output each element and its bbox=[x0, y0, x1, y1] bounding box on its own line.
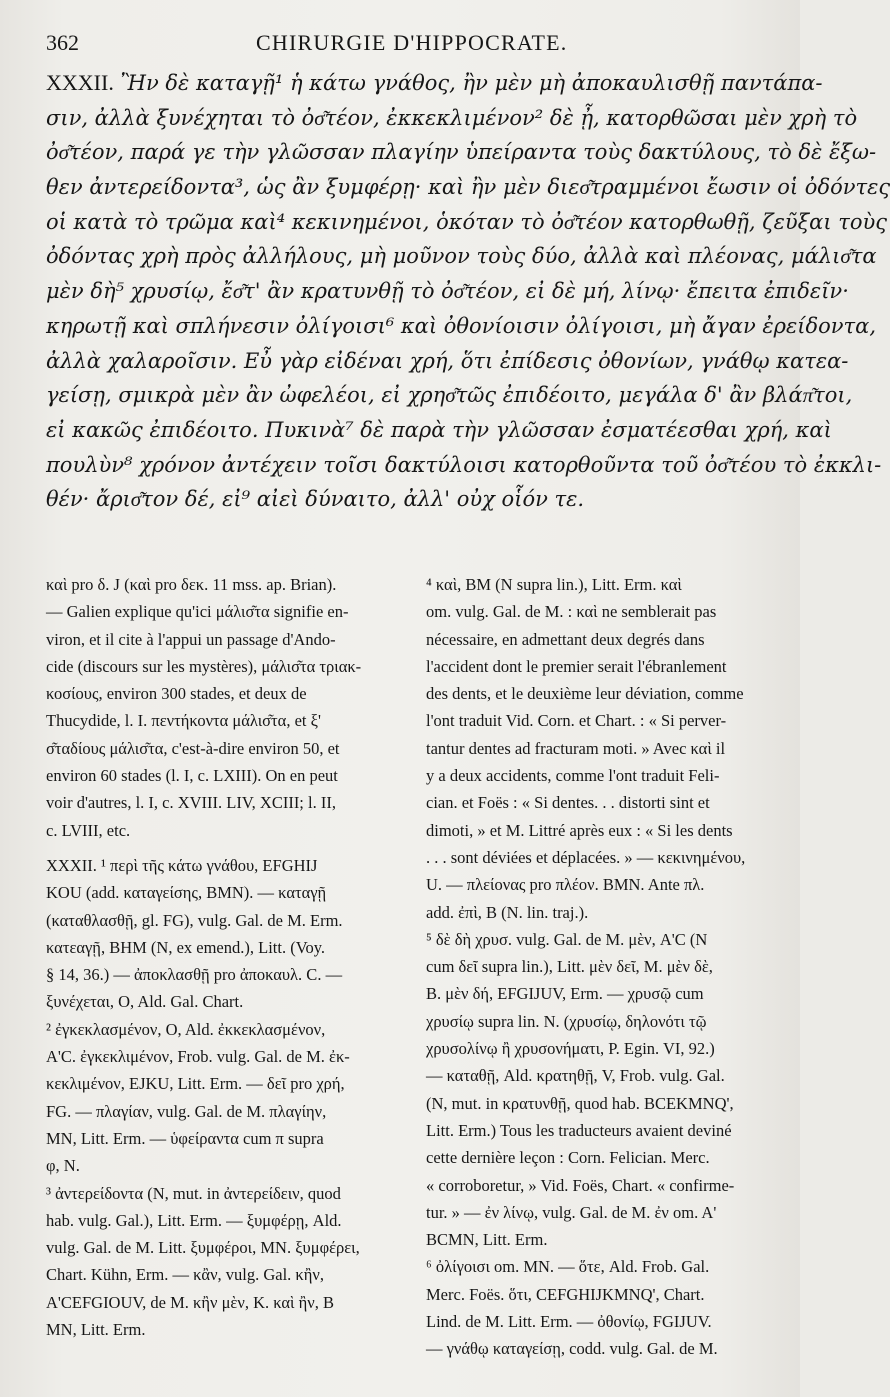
footnote-line: U. — πλείονας pro πλέον. BMN. Ante πλ. bbox=[426, 875, 705, 895]
footnote-line: l'ont traduit Vid. Corn. et Chart. : « Si perver- bbox=[426, 711, 727, 731]
main-text-line: θεν ἀντερείδοντα³, ὡς ἂν ξυμφέρῃ· καὶ ἢν μὲν διεσ͂τραμμένοι ἔωσιν οἱ ὀδόντες bbox=[46, 175, 890, 200]
footnote-line: — Galien explique qu'ici μάλισ͂τα signifie en- bbox=[46, 602, 349, 622]
footnote-line: environ 60 stades (l. I, c. LXIII). On en peut bbox=[46, 766, 338, 786]
footnote-gap bbox=[46, 844, 376, 852]
footnote-line: ⁴ καὶ, BM (N supra lin.), Litt. Erm. καὶ bbox=[426, 575, 682, 594]
footnote-line: cum δεῖ supra lin.), Litt. μὲν δεῖ, M. μὲν δὲ, bbox=[426, 957, 713, 977]
main-text-line bbox=[46, 66, 823, 101]
main-text-first-line: Ἢν δὲ καταγῇ¹ ἡ κάτω γνάθος, ἢν μὲν μὴ ἀποκαυλισθῇ παντάπα- bbox=[120, 71, 823, 95]
footnote-line: tantur dentes ad fracturam moti. » Avec καὶ il bbox=[426, 738, 726, 758]
footnote-line: cide (discours sur les mystères), μάλισ͂τα τριακ- bbox=[46, 656, 362, 676]
page-number: 362 bbox=[46, 30, 79, 55]
main-text-line: κηρωτῇ καὶ σπλήνεσιν ὀλίγοισι⁶ καὶ ὀθονίοισιν ὀλίγοισι, μὴ ἄγαν ἐρείδοντα, bbox=[46, 313, 877, 338]
footnote-line: σ͂ταδίους μάλισ͂τα, c'est-à-dire environ 50, et bbox=[46, 738, 340, 758]
footnote-line: . . . sont déviées et déplacées. » — κεκινημένου, bbox=[426, 847, 746, 867]
footnote-line: « corroboretur, » Vid. Foës, Chart. « confirme- bbox=[426, 1175, 735, 1195]
footnote-line: nécessaire, en admettant deux degrés dans bbox=[426, 629, 705, 649]
footnote-line: ³ ἀντερείδοντα (N, mut. in ἀντερείδειν, quod bbox=[46, 1183, 341, 1203]
footnote-line: Thucydide, l. I. πεντήκοντα μάλισ͂τα, et ξ' bbox=[46, 711, 321, 731]
footnote-line: Merc. Foës. ὅτι, CEFGHIJKMNQ', Chart. bbox=[426, 1284, 705, 1304]
footnote-line: — καταθῇ, Ald. κρατηθῇ, V, Frob. vulg. Gal. bbox=[426, 1066, 725, 1086]
footnote-line: y a deux accidents, comme l'ont traduit Feli- bbox=[426, 766, 720, 786]
main-text-line: μὲν δὴ⁵ χρυσίῳ, ἔσ͂τ' ἂν κρατυνθῇ τὸ ὀσ͂τέον, εἰ δὲ μή, λίνῳ· ἔπειτα ἐπιδεῖν· bbox=[46, 279, 849, 304]
main-text-line: γείσῃ, σμικρὰ μὲν ἂν ὠφελέοι, εἰ χρησ͂τῶς ἐπιδέοιτο, μεγάλα δ' ἂν βλάπ͂τοι, bbox=[46, 383, 853, 408]
footnote-line: (καταθλασθῇ, gl. FG), vulg. Gal. de M. Erm. bbox=[46, 910, 343, 930]
running-title: CHIRURGIE D'HIPPOCRATE. bbox=[256, 30, 568, 55]
section-number: XXXII. bbox=[46, 70, 114, 95]
footnotes-right-column bbox=[426, 571, 756, 1363]
footnote-line: BCMN, Litt. Erm. bbox=[426, 1230, 548, 1250]
footnote-line: XXXII. ¹ περὶ τῆς κάτω γνάθου, EFGHIJ bbox=[46, 855, 318, 875]
footnote-line: cian. et Foës : « Si dentes. . . distorti sint et bbox=[426, 793, 710, 813]
footnote-line: viron, et il cite à l'appui un passage d'Ando- bbox=[46, 629, 336, 649]
footnote-line: A'CEFGIOUV, de M. κἢν μὲν, K. καὶ ἢν, B bbox=[46, 1292, 334, 1312]
footnote-line: κατεαγῇ, BHM (N, ex emend.), Litt. (Voy. bbox=[46, 937, 326, 957]
main-text-line: ἀλλὰ χαλαροῖσιν. Εὖ γὰρ εἰδέναι χρή, ὅτι ἐπίδεσις ὀθονίων, γνάθῳ κατεα- bbox=[46, 348, 849, 373]
footnote-line: χρυσίῳ supra lin. N. (χρυσίῳ, δηλονότι τῷ bbox=[426, 1011, 707, 1031]
footnote-line: (N, mut. in κρατυνθῇ, quod hab. BCEKMNQ', bbox=[426, 1093, 734, 1113]
footnote-line: ⁵ δὲ δὴ χρυσ. vulg. Gal. de M. μὲν, A'C (N bbox=[426, 929, 708, 949]
footnote-line: FG. — πλαγίαν, vulg. Gal. de M. πλαγίην, bbox=[46, 1101, 327, 1121]
footnote-line: A'C. ἐγκεκλιμένον, Frob. vulg. Gal. de M. ἐκ- bbox=[46, 1047, 350, 1067]
footnote-line: Chart. Kühn, Erm. — κἂν, vulg. Gal. κἢν, bbox=[46, 1265, 324, 1285]
footnote-line: cette dernière leçon : Corn. Felician. Merc. bbox=[426, 1148, 710, 1168]
footnote-line: tur. » — ἐν λίνῳ, vulg. Gal. de M. ἐν om. A' bbox=[426, 1202, 717, 1222]
footnote-line: φ, N. bbox=[46, 1156, 80, 1176]
footnote-line: § 14, 36.) — ἀποκλασθῇ pro ἀποκαυλ. C. — bbox=[46, 965, 343, 985]
footnote-line: ² ἐγκεκλασμένον, O, Ald. ἐκκεκλασμένον, bbox=[46, 1019, 326, 1039]
main-text-line: θέν· ἄρισ͂τον δέ, εἰ⁹ αἰεὶ δύναιτο, ἀλλ' οὐχ οἷόν τε. bbox=[46, 487, 585, 512]
main-text-line: οἱ κατὰ τὸ τρῶμα καὶ⁴ κεκινημένοι, ὁκόταν τὸ ὀσ͂τέον κατορθωθῇ, ζεῦξαι τοὺς bbox=[46, 209, 888, 234]
footnote-line: voir d'autres, l. I, c. XVIII. LIV, XCIII; l. II, bbox=[46, 793, 336, 813]
main-text-line: πουλὺν⁸ χρόνον ἀντέχειν τοῖσι δακτύλοισι κατορθοῦντα τοῦ ὀσ͂τέου τὸ ἐκκλι- bbox=[46, 452, 882, 477]
footnote-line: κεκλιμένον, EJKU, Litt. Erm. — δεῖ pro χρή, bbox=[46, 1074, 345, 1094]
footnote-line: KOU (add. καταγείσης, BMN). — καταγῇ bbox=[46, 883, 327, 903]
main-text bbox=[46, 66, 890, 517]
main-text-line: ὀσ͂τέον, παρά γε τὴν γλῶσσαν πλαγίην ὑπείραντα τοὺς δακτύλους, τὸ δὲ ἔξω- bbox=[46, 140, 877, 165]
footnote-line: Litt. Erm.) Tous les traducteurs avaient deviné bbox=[426, 1120, 732, 1140]
footnote-line: MN, Litt. Erm. — ὑφείραντα cum π supra bbox=[46, 1128, 324, 1148]
footnote-line: om. vulg. Gal. de M. : καὶ ne semblerait pas bbox=[426, 602, 717, 622]
main-text-line: ὀδόντας χρὴ πρὸς ἀλλήλους, μὴ μοῦνον τοὺς δύο, ἀλλὰ καὶ πλέονας, μάλισ͂τα bbox=[46, 244, 877, 269]
footnote-line: B. μὲν δή, EFGIJUV, Erm. — χρυσῷ cum bbox=[426, 984, 704, 1004]
footnote-line: vulg. Gal. de M. Litt. ξυμφέροι, MN. ξυμφέρει, bbox=[46, 1238, 360, 1258]
footnote-line: des dents, et le deuxième leur déviation, comme bbox=[426, 684, 744, 704]
footnote-line: χρυσολίνῳ ἢ χρυσονήματι, P. Egin. VI, 92.) bbox=[426, 1039, 715, 1059]
footnote-line: l'accident dont le premier serait l'ébranlement bbox=[426, 656, 727, 676]
footnote-line: Lind. de M. Litt. Erm. — ὀθονίῳ, FGIJUV. bbox=[426, 1312, 712, 1332]
footnote-line: — γνάθῳ καταγείσῃ, codd. vulg. Gal. de M. bbox=[426, 1339, 718, 1359]
page-header bbox=[0, 30, 800, 60]
footnotes-left-column bbox=[46, 571, 376, 1343]
footnote-line: add. ἐπὶ, B (N. lin. traj.). bbox=[426, 902, 589, 922]
footnote-line: c. LVIII, etc. bbox=[46, 820, 131, 840]
footnote-line: ξυνέχεται, O, Ald. Gal. Chart. bbox=[46, 992, 244, 1012]
main-text-line: σιν, ἀλλὰ ξυνέχηται τὸ ὀσ͂τέον, ἐκκεκλιμένον² δὲ ᾖ, κατορθῶσαι μὲν χρὴ τὸ bbox=[46, 105, 858, 130]
footnote-line: MN, Litt. Erm. bbox=[46, 1320, 146, 1340]
footnote-line: dimoti, » et M. Littré après eux : « Si les dents bbox=[426, 820, 733, 840]
main-text-line: εἰ κακῶς ἐπιδέοιτο. Πυκινὰ⁷ δὲ παρὰ τὴν γλῶσσαν ἐσματέεσθαι χρή, καὶ bbox=[46, 417, 832, 442]
footnote-line: hab. vulg. Gal.), Litt. Erm. — ξυμφέρῃ, Ald. bbox=[46, 1210, 342, 1230]
footnote-line: καὶ pro δ. J (καὶ pro δεκ. 11 mss. ap. Brian). bbox=[46, 575, 337, 594]
footnote-line: κοσίους, environ 300 stades, et deux de bbox=[46, 684, 307, 704]
footnote-line: ⁶ ὀλίγοισι om. MN. — ὅτε, Ald. Frob. Gal. bbox=[426, 1257, 710, 1277]
